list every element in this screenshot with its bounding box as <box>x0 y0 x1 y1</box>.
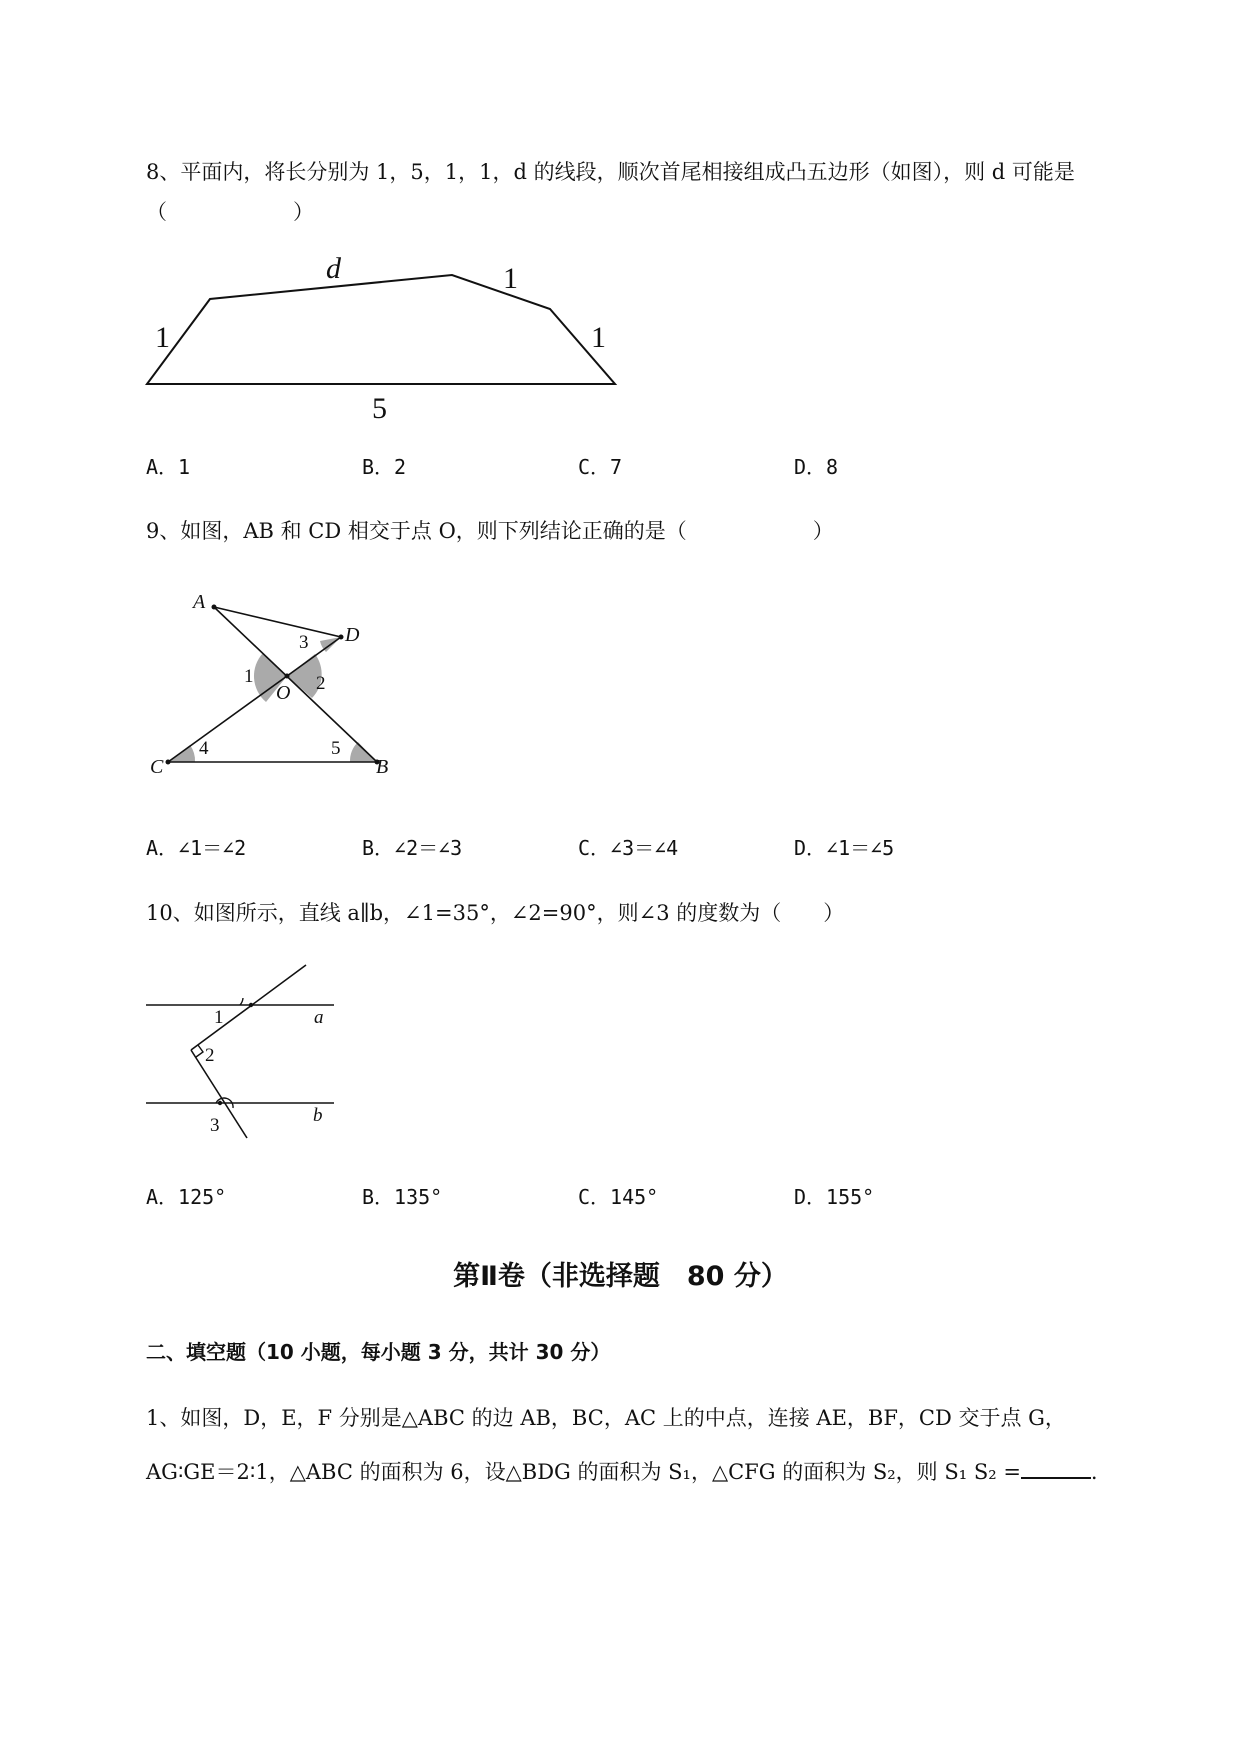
label-angle-2: 2 <box>205 1045 215 1066</box>
q10-stem: 10、如图所示，直线 a∥b，∠1=35°，∠2=90°，则∠3 的度数为（ ） <box>146 901 845 925</box>
q9-stem: 9、如图，AB 和 CD 相交于点 O，则下列结论正确的是（ ） <box>146 519 834 543</box>
q8-option-c[interactable]: C．7 <box>578 455 623 479</box>
point-intersect-a <box>249 1003 253 1007</box>
right-angle-mark <box>196 1045 203 1057</box>
q9-option-a[interactable]: A．∠1＝∠2 <box>146 836 247 860</box>
fill1-answer-blank[interactable] <box>1021 1459 1091 1479</box>
q9-option-d[interactable]: D．∠1＝∠5 <box>794 836 895 860</box>
label-angle-3: 3 <box>299 632 309 653</box>
q8-stem-line2: （ ） <box>146 200 314 224</box>
point-intersect-b <box>218 1101 222 1105</box>
q8-stem-line1: 8、平面内，将长分别为 1，5，1，1，d 的线段，顺次首尾相接组成凸五边形（如图），则 d 可能是 <box>146 160 1075 184</box>
q10-option-b[interactable]: B．135° <box>362 1185 443 1209</box>
label-top-right-1: 1 <box>503 262 518 295</box>
fill1-stem-line2-text: AG∶GE＝2∶1，△ABC 的面积为 6，设△BDG 的面积为 S₁，△CFG 的面积为 S₂，则 S₁ S₂ = <box>146 1460 1021 1484</box>
fill1-stem-line1: 1、如图，D，E，F 分别是△ABC 的边 AB，BC，AC 上的中点，连接 AE，BF，CD 交于点 G， <box>146 1406 1066 1430</box>
label-d: D <box>345 624 360 646</box>
label-bottom-5: 5 <box>372 392 387 425</box>
q9-option-b[interactable]: B．∠2＝∠3 <box>362 836 463 860</box>
label-left-1: 1 <box>155 321 170 354</box>
label-o: O <box>276 682 291 704</box>
q10-option-a[interactable]: A．125° <box>146 1185 227 1209</box>
label-angle-3: 3 <box>210 1115 220 1136</box>
q8-option-b[interactable]: B．2 <box>362 455 407 479</box>
label-line-b: b <box>313 1105 323 1126</box>
label-b: B <box>376 756 389 778</box>
q9-option-c[interactable]: C．∠3＝∠4 <box>578 836 679 860</box>
q8-option-d[interactable]: D．8 <box>794 455 839 479</box>
section-2-title: 第Ⅱ卷（非选择题 80 分） <box>453 1261 788 1292</box>
label-angle-5: 5 <box>331 738 341 759</box>
label-a: A <box>193 591 206 613</box>
label-line-a: a <box>314 1007 324 1028</box>
label-angle-1: 1 <box>244 666 254 687</box>
label-c: C <box>150 756 164 778</box>
q10-option-c[interactable]: C．145° <box>578 1185 659 1209</box>
section-2-subtitle: 二、填空题（10 小题，每小题 3 分，共计 30 分） <box>146 1340 611 1364</box>
label-angle-2: 2 <box>316 673 326 694</box>
label-angle-1: 1 <box>214 1007 224 1028</box>
label-d: d <box>326 252 341 285</box>
label-right-1: 1 <box>591 321 606 354</box>
label-angle-4: 4 <box>199 738 209 759</box>
q10-option-d[interactable]: D．155° <box>794 1185 875 1209</box>
transversal-upper <box>191 965 306 1050</box>
fill1-stem-line2 <box>146 1456 1098 1486</box>
q8-option-a[interactable]: A．1 <box>146 455 191 479</box>
fill1-stem-line2-end: . <box>1090 1460 1098 1484</box>
angle-1-arc <box>240 998 243 1005</box>
